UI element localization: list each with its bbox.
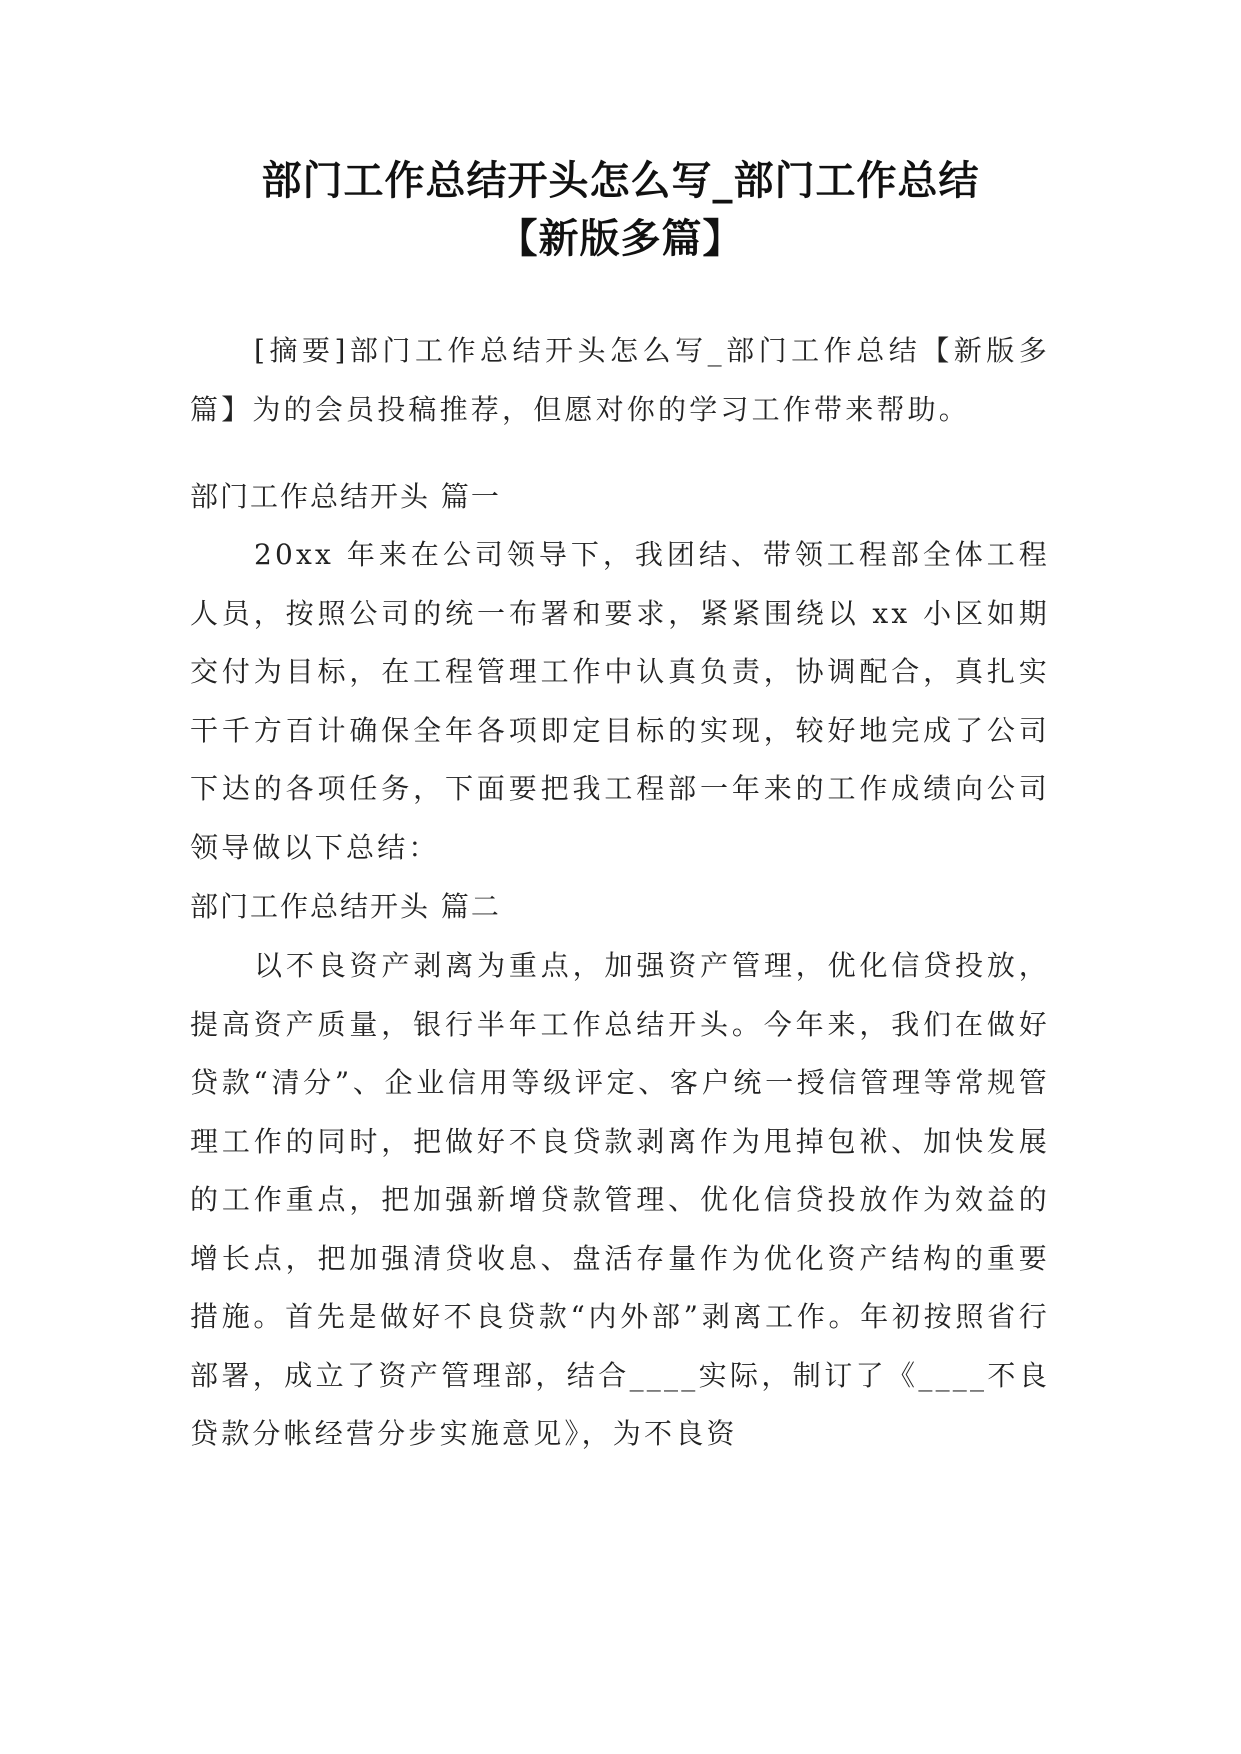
section-1-heading: 部门工作总结开头 篇一 (190, 480, 501, 513)
abstract-paragraph: [摘要]部门工作总结开头怎么写_部门工作总结【新版多篇】为的会员投稿推荐，但愿对你的学习工作带来帮助。 (190, 334, 1050, 426)
section-2-heading: 部门工作总结开头 篇二 (190, 890, 501, 923)
section-2-body: 以不良资产剥离为重点，加强资产管理，优化信贷投放，提高资产质量，银行半年工作总结开头。今年来，我们在做好贷款“清分”、企业信用等级评定、客户统一授信管理等常规管理工作的同时，把做好不良贷款剥离作为甩掉包袱、加快发展的工作重点，把加强新增贷款管理、优化信贷投放作为效益的增长点，把加强清贷收息、盘活存量作为优化资产结构的重要措施。首先是做好不良贷款“内外部”剥离工作。年初按照省行部署，成立了资产管理部，结合____实际，制订了《____不良贷款分帐经营分步实施意见》，为不良资 (190, 949, 1050, 1450)
title-line-1: 部门工作总结开头怎么写_部门工作总结 (261, 158, 980, 204)
section-1-body: 20xx 年来在公司领导下，我团结、带领工程部全体工程人员，按照公司的统一布署和要求，紧紧围绕以 xx 小区如期交付为目标，在工程管理工作中认真负责，协调配合，真扎实干千方百计确保全年各项即定目标的实现，较好地完成了公司下达的各项任务，下面要把我工程部一年来的工作成绩向公司领导做以下总结： (190, 538, 1050, 864)
document-title (150, 152, 1091, 268)
title-line-2: 【新版多篇】 (497, 216, 744, 262)
